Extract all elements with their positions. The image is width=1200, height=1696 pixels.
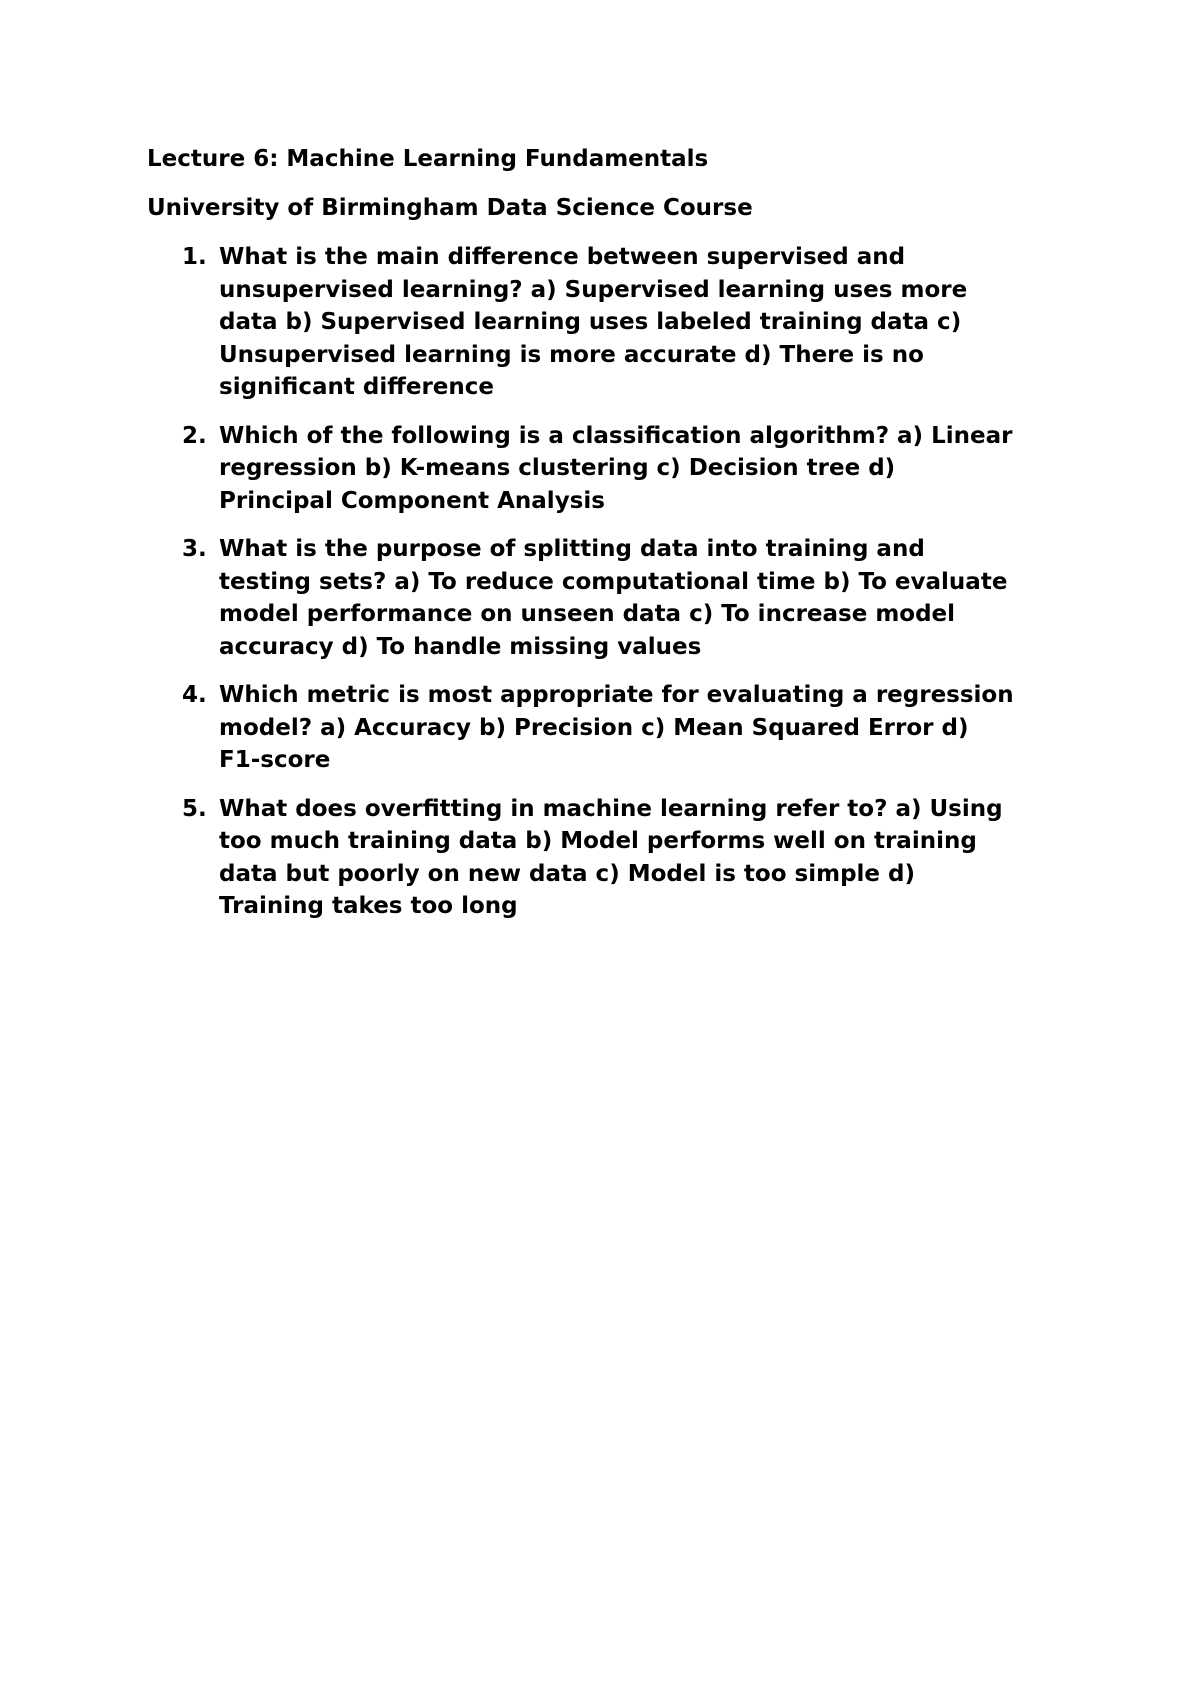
question-number: 2. bbox=[182, 422, 207, 449]
course-subtitle: University of Birmingham Data Science Course bbox=[147, 195, 753, 221]
question-item bbox=[147, 533, 1069, 663]
question-line: testing sets? a) To reduce computational time b) To evaluate bbox=[219, 568, 1008, 595]
question-line: Which of the following is a classification algorithm? a) Linear bbox=[219, 422, 1013, 449]
question-number: 4. bbox=[182, 682, 207, 708]
question-number: 5. bbox=[182, 795, 207, 822]
question-line: F1-score bbox=[219, 747, 331, 773]
question-item bbox=[147, 420, 1069, 518]
question-line: What does overfitting in machine learning refer to? a) Using bbox=[219, 795, 1003, 822]
question-list bbox=[147, 241, 1067, 923]
question-line: Training takes too long bbox=[219, 893, 518, 919]
question-line: model? a) Accuracy b) Precision c) Mean Squared Error d) bbox=[219, 714, 969, 741]
document-body bbox=[147, 143, 1067, 939]
question-item bbox=[147, 679, 1069, 777]
question-line: accuracy d) To handle missing values bbox=[219, 633, 702, 660]
question-line: significant difference bbox=[219, 374, 495, 400]
question-item bbox=[147, 241, 1069, 404]
question-number: 1. bbox=[182, 244, 207, 270]
question-item bbox=[147, 793, 1069, 923]
lecture-title: Lecture 6: Machine Learning Fundamentals bbox=[147, 146, 709, 172]
question-line: data b) Supervised learning uses labeled training data c) bbox=[219, 309, 962, 335]
question-line: Unsupervised learning is more accurate d) There is no bbox=[219, 341, 924, 368]
question-line: What is the purpose of splitting data into training and bbox=[219, 536, 925, 562]
question-line: unsupervised learning? a) Supervised learning uses more bbox=[219, 276, 968, 303]
question-line: too much training data b) Model performs well on training bbox=[219, 828, 977, 854]
question-number: 3. bbox=[182, 536, 207, 562]
question-line: What is the main difference between supervised and bbox=[219, 244, 906, 270]
question-line: Principal Component Analysis bbox=[219, 487, 605, 514]
question-line: data but poorly on new data c) Model is too simple d) bbox=[219, 860, 916, 887]
question-line: regression b) K-means clustering c) Decision tree d) bbox=[219, 455, 896, 481]
question-line: model performance on unseen data c) To increase model bbox=[219, 601, 956, 627]
question-line: Which metric is most appropriate for evaluating a regression bbox=[219, 682, 1014, 708]
